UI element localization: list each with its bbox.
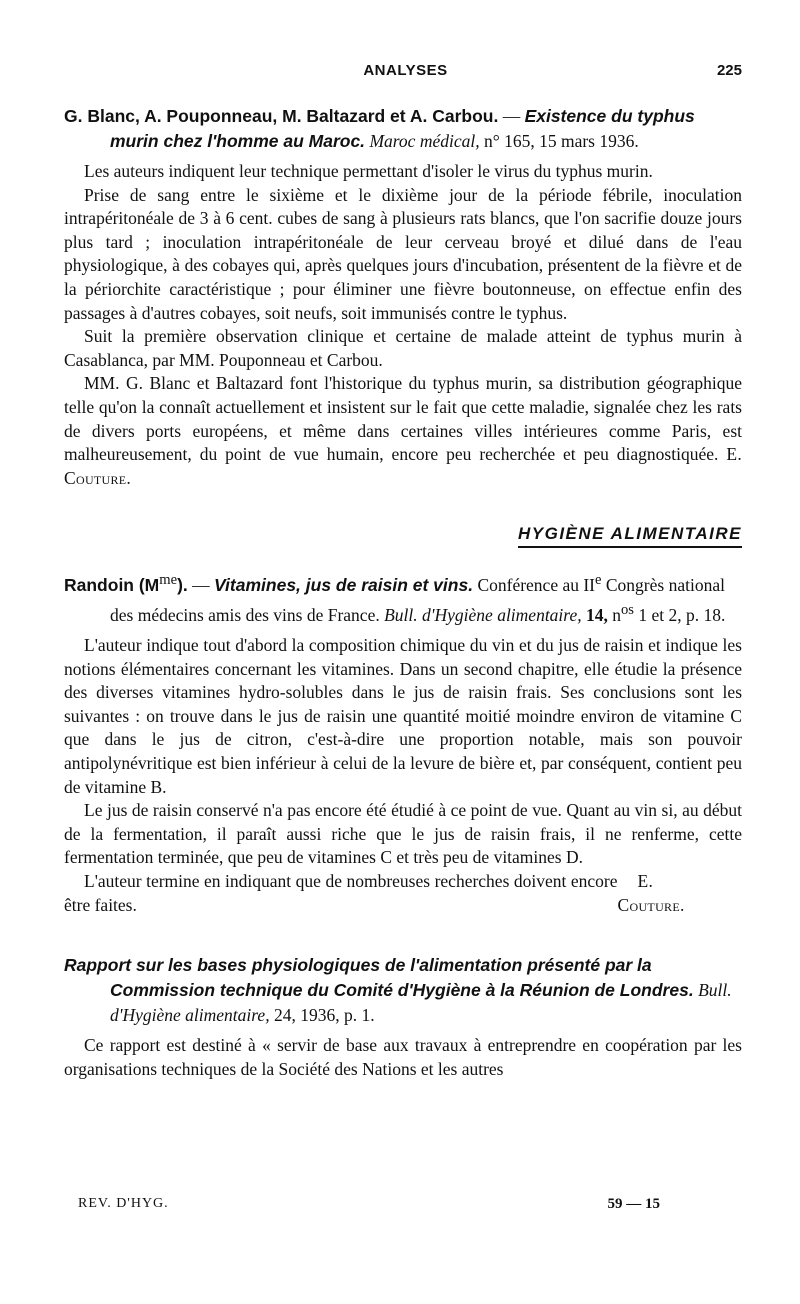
section-heading-text: HYGIÈNE ALIMENTAIRE xyxy=(518,524,742,548)
ref2-rest2: Congrès national des médecins amis des vins de France. xyxy=(110,575,725,625)
ref1-paragraph: Prise de sang entre le sixième et le dixième jour de la période fébrile, inoculation intrapéritonéale de 3 à 6 cent. cubes de sang à plusieurs rats blancs, que l'on sacrifie douze jours plus tard ; inoculation intrapéritonéale de leur cerveau broyé et dilué dans de l'eau physiologique, à des cobayes qui, après quelques jours d'incubation, présentent de la fièvre et de la périorchite caractéristique ; pour éliminer une fièvre boutonneuse, on effectue enfin des passages à d'autres cobayes, soit neufs, soit immunisés contre le typhus. xyxy=(64,184,742,323)
footer-signature-mark: 59 — 15 xyxy=(607,1196,660,1212)
ref2-tail: n xyxy=(607,604,621,625)
ref2-authors: Randoin (M xyxy=(64,575,160,596)
spacer xyxy=(64,917,742,939)
ref2-dash: — xyxy=(187,575,215,596)
ref2-sup2: e xyxy=(595,572,602,589)
running-title: ANALYSES xyxy=(363,62,448,79)
reference-1 xyxy=(64,104,742,154)
ref1-dash: — xyxy=(498,106,525,126)
ref2-journal: Bull. d'Hygiène alimentaire, xyxy=(384,604,582,625)
ref2-paragraph-text: L'auteur termine en indiquant que de nombreuses recherches doivent encore être faites. xyxy=(64,870,618,915)
ref1-paragraph: Les auteurs indiquent leur technique permettant d'isoler le virus du typhus murin. xyxy=(84,161,653,181)
footer-journal: REV. D'HYG. xyxy=(78,1196,169,1211)
ref2-paragraph-last xyxy=(64,870,742,917)
ref2-vol: 14, xyxy=(581,604,608,625)
page-footer xyxy=(78,1196,660,1213)
ref1-title: Existence du typhus murin chez l'homme au Maroc. xyxy=(110,106,695,151)
ref2-paragraph: Le jus de raisin conservé n'a pas encore été étudié à ce point de vue. Quant au vin si, au début de la fermentation, il paraît aussi riche que le jus de raisin frais, il ne renferme, cette fermentation terminée, que peu de vitamines C et très peu de vitamines D. xyxy=(64,800,742,868)
ref2-title: Vitamines, jus de raisin et vins. xyxy=(214,575,474,596)
ref1-paragraph: Suit la première observation clinique et certaine de malade atteint de typhus murin à Casablanca, par MM. Pouponneau et Carbou. xyxy=(64,326,742,370)
running-head xyxy=(64,62,742,90)
ref2-paragraph: L'auteur indique tout d'abord la composition chimique du vin et du jus de raisin et indique les notions élémentaires concernant les vitamines. Dans un second chapitre, elle étudie la présence des diverses vitamines hydro-solubles dans le jus de raisin frais. Ses conclusions sont les suivantes : on trouve dans le jus de raisin une quantité moitié moindre environ de vitamine C que dans le jus de citron, c'est-à-dire une proportion notable, mais son pouvoir antipolynévritique est bien inférieur à celui de la levure de bière et, par conséquent, contient peu de vitamine B. xyxy=(64,634,742,797)
reference-2 xyxy=(64,568,742,628)
page xyxy=(64,62,742,1081)
ref3-paragraph: Ce rapport est destiné à « servir de base aux travaux à entreprendre en coopération par les organisations techniques de la Société des Nations et les autres xyxy=(64,1035,742,1079)
ref1-signature: E. Couture. xyxy=(64,444,743,488)
ref1-tail: n° 165, 15 mars 1936. xyxy=(479,131,639,151)
ref2-sup: me xyxy=(159,572,178,589)
ref2-sup3: os xyxy=(620,602,634,619)
section-heading xyxy=(64,524,742,548)
ref3-title: Rapport sur les bases physiologiques de l'alimentation présenté par la Commission technique du Comité d'Hygiène à la Réunion de Londres. xyxy=(64,955,694,1001)
page-number: 225 xyxy=(716,62,742,79)
ref1-journal: Maroc médical, xyxy=(369,131,480,151)
ref1-authors: G. Blanc, A. Pouponneau, M. Baltazard et A. Carbou. xyxy=(64,106,499,126)
ref3-tail: 24, 1936, p. 1. xyxy=(269,1005,375,1026)
ref2-rest: Conférence au II xyxy=(473,575,596,596)
reference-3 xyxy=(64,953,742,1028)
ref3-journal: Bull. d'Hygiène alimentaire, xyxy=(110,980,732,1026)
ref2-signature: E. Couture. xyxy=(617,870,685,915)
ref2-tail2: 1 et 2, p. 18. xyxy=(633,604,726,625)
ref2-authors-end: ). xyxy=(177,575,188,596)
ref1-paragraph-last xyxy=(64,372,742,490)
ref1-paragraph-text: MM. G. Blanc et Baltazard font l'historique du typhus murin, sa distribution géographique telle qu'on la connaît actuellement et insistent sur le fait que cette maladie, signalée chez les rats de divers ports européens, et même dans certaines villes intérieures comme Paris, est malheureusement, du point de vue humain, encore peu recherchée et peu diagnostiquée. xyxy=(64,373,742,465)
